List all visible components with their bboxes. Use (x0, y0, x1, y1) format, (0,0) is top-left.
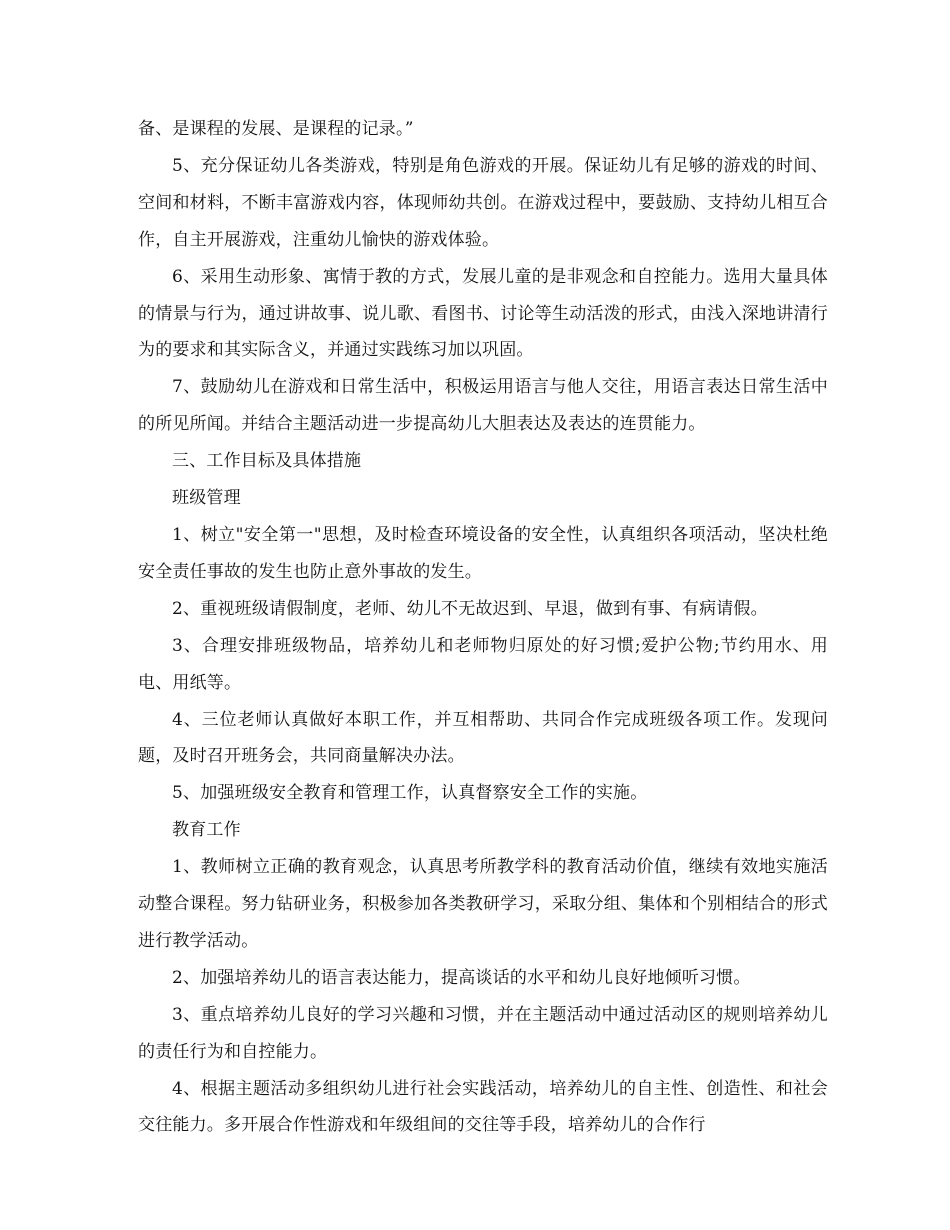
paragraph-7: 2、重视班级请假制度，老师、幼儿不无故迟到、早退，做到有事、有病请假。 (172, 598, 768, 619)
paragraph-0: 备、是课程的发展、是课程的记录。” (138, 119, 414, 139)
paragraph-10: 5、加强班级安全教育和管理工作，认真督察安全工作的实施。 (172, 783, 648, 804)
paragraph-15: 4、根据主题活动多组织幼儿进行社会实践活动，培养幼儿的自主性、创造性、和社会交往能力。多开展合作性游戏和年级组间的交往等手段，培养幼儿的合作行 (138, 1078, 828, 1136)
section-heading: 三、工作目标及具体措施 (172, 451, 362, 472)
paragraph-9: 4、三位老师认真做好本职工作，并互相帮助、共同合作完成班级各项工作。发现问题，及时召开班务会，共同商量解决办法。 (138, 709, 828, 767)
document-body (138, 111, 828, 1144)
subheading-class-management: 班级管理 (172, 488, 241, 509)
paragraph-8: 3、合理安排班级物品，培养幼儿和老师物归原处的好习惯;爱护公物;节约用水、用电、用纸等。 (138, 635, 828, 693)
paragraph-14: 3、重点培养幼儿良好的学习兴趣和习惯，并在主题活动中通过活动区的规则培养幼儿的责任行为和自控能力。 (138, 1004, 828, 1062)
paragraph-2: 6、采用生动形象、寓情于教的方式，发展儿童的是非观念和自控能力。选用大量具体的情景与行为，通过讲故事、说儿歌、看图书、讨论等生动活泼的形式，由浅入深地讲清行为的要求和其实际含义，并通过实践练习加以巩固。 (138, 266, 828, 361)
subheading-education-work: 教育工作 (172, 820, 241, 841)
paragraph-13: 2、加强培养幼儿的语言表达能力，提高谈话的水平和幼儿良好地倾听习惯。 (172, 967, 751, 988)
paragraph-1: 5、充分保证幼儿各类游戏，特别是角色游戏的开展。保证幼儿有足够的游戏的时间、空间和材料，不断丰富游戏内容，体现师幼共创。在游戏过程中，要鼓励、支持幼儿相互合作，自主开展游戏，注重幼儿愉快的游戏体验。 (138, 155, 828, 250)
paragraph-12: 1、教师树立正确的教育观念，认真思考所教学科的教育活动价值，继续有效地实施活动整合课程。努力钻研业务，积极参加各类教研学习，采取分组、集体和个别相结合的形式进行教学活动。 (138, 857, 828, 951)
paragraph-6: 1、树立"安全第一"思想，及时检查环境设备的安全性，认真组织各项活动，坚决杜绝安全责任事故的发生也防止意外事故的发生。 (138, 524, 828, 582)
paragraph-3: 7、鼓励幼儿在游戏和日常生活中，积极运用语言与他人交往，用语言表达日常生活中的所见所闻。并结合主题活动进一步提高幼儿大胆表达及表达的连贯能力。 (138, 377, 828, 435)
